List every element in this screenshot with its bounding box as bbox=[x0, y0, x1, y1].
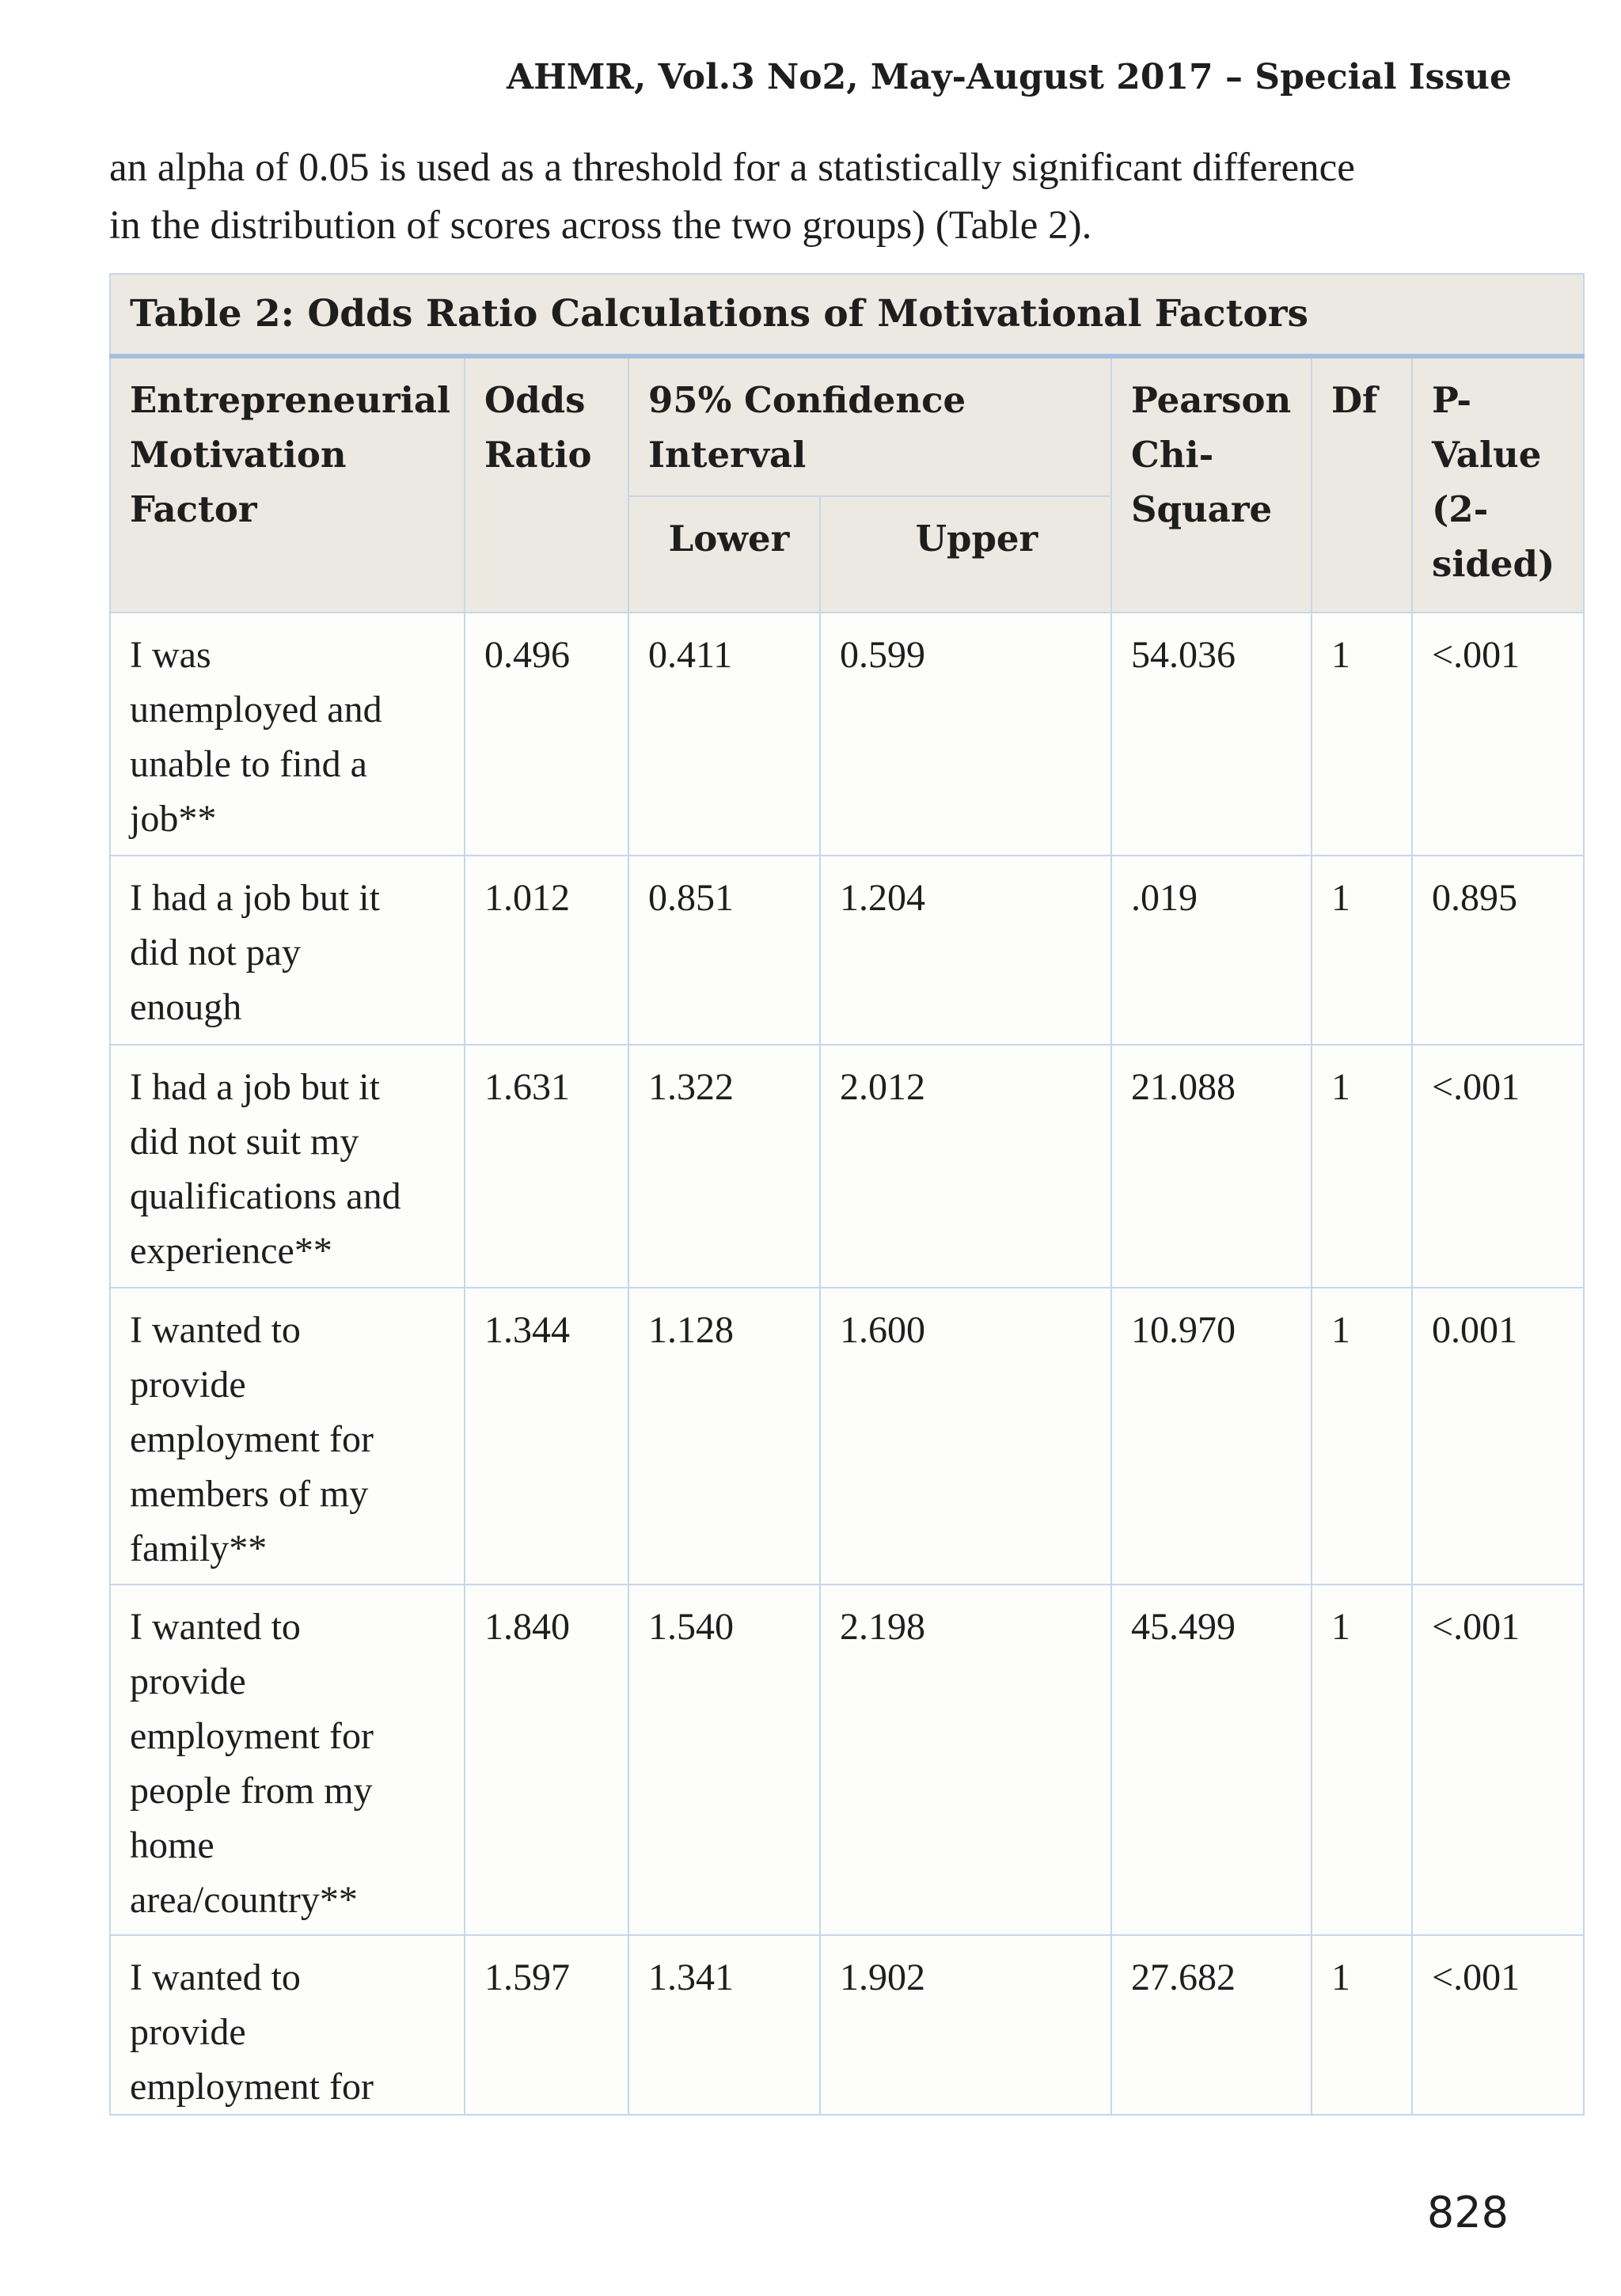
cell-lower: 1.540 bbox=[628, 1584, 820, 1935]
cell-factor bbox=[110, 1045, 465, 1288]
cell-odds-ratio: 1.012 bbox=[465, 856, 628, 1045]
cell-line: employment for bbox=[130, 1715, 374, 1757]
cell-lower: 1.341 bbox=[628, 1935, 820, 2115]
cell-line: provide bbox=[130, 1364, 246, 1406]
cell-line: Ratio bbox=[484, 434, 592, 476]
cell-factor bbox=[110, 1935, 465, 2115]
cell-line: P- bbox=[1432, 379, 1472, 421]
header-lower: Lower bbox=[628, 496, 820, 613]
cell-odds-ratio: 1.631 bbox=[465, 1045, 628, 1288]
cell-odds-ratio: 1.344 bbox=[465, 1288, 628, 1584]
cell-line: I wanted to bbox=[130, 1309, 301, 1351]
table-body bbox=[110, 613, 1584, 2115]
header-upper: Upper bbox=[820, 496, 1111, 613]
cell-p-value: 0.895 bbox=[1412, 856, 1584, 1045]
cell-odds-ratio: 0.496 bbox=[465, 613, 628, 856]
cell-line: area/country** bbox=[130, 1879, 358, 1921]
cell-chi-square: 27.682 bbox=[1111, 1935, 1312, 2115]
header-odds-ratio bbox=[465, 356, 628, 613]
table-row bbox=[110, 856, 1584, 1045]
cell-line: job** bbox=[130, 798, 217, 840]
running-header: AHMR, Vol.3 No2, May-August 2017 – Special Issue bbox=[507, 57, 1512, 97]
cell-line: qualifications and bbox=[130, 1175, 401, 1217]
cell-df: 1 bbox=[1312, 1935, 1412, 2115]
cell-line: provide bbox=[130, 1660, 246, 1702]
cell-p-value: <.001 bbox=[1412, 1045, 1584, 1288]
cell-df: 1 bbox=[1312, 856, 1412, 1045]
cell-line: unemployed and bbox=[130, 689, 382, 731]
table-caption: Table 2: Odds Ratio Calculations of Motivational Factors bbox=[110, 274, 1584, 356]
cell-chi-square: 54.036 bbox=[1111, 613, 1312, 856]
header-p-value bbox=[1412, 356, 1584, 613]
cell-factor bbox=[110, 856, 465, 1045]
cell-line: I had a job but it bbox=[130, 1066, 380, 1108]
cell-line: members of my bbox=[130, 1473, 369, 1515]
cell-line: I wanted to bbox=[130, 1956, 301, 1998]
cell-chi-square: .019 bbox=[1111, 856, 1312, 1045]
cell-line: unable to find a bbox=[130, 743, 367, 785]
cell-line: Pearson bbox=[1131, 379, 1292, 421]
cell-odds-ratio: 1.597 bbox=[465, 1935, 628, 2115]
cell-p-value: <.001 bbox=[1412, 1935, 1584, 2115]
cell-lower: 0.851 bbox=[628, 856, 820, 1045]
header-df: Df bbox=[1312, 356, 1412, 613]
cell-factor bbox=[110, 613, 465, 856]
cell-line: Value bbox=[1432, 434, 1542, 476]
header-pearson-chi-square bbox=[1111, 356, 1312, 613]
cell-line: Interval bbox=[648, 434, 807, 476]
table-row bbox=[110, 1045, 1584, 1288]
cell-line: Square bbox=[1131, 488, 1273, 530]
cell-line: provide bbox=[130, 2011, 246, 2053]
cell-line: family** bbox=[130, 1528, 268, 1569]
cell-line: Factor bbox=[130, 488, 257, 530]
cell-line: enough bbox=[130, 986, 242, 1028]
cell-lower: 1.322 bbox=[628, 1045, 820, 1288]
cell-line: did not suit my bbox=[130, 1121, 359, 1163]
cell-p-value: <.001 bbox=[1412, 613, 1584, 856]
table-row bbox=[110, 1288, 1584, 1584]
cell-upper: 2.012 bbox=[820, 1045, 1111, 1288]
cell-line: experience** bbox=[130, 1230, 332, 1272]
cell-p-value: <.001 bbox=[1412, 1584, 1584, 1935]
header-factor bbox=[110, 356, 465, 613]
cell-df: 1 bbox=[1312, 1045, 1412, 1288]
intro-line: in the distribution of scores across the two groups) (Table 2). bbox=[109, 203, 1092, 248]
odds-ratio-table bbox=[109, 273, 1585, 2116]
cell-upper: 0.599 bbox=[820, 613, 1111, 856]
cell-upper: 2.198 bbox=[820, 1584, 1111, 1935]
cell-lower: 1.128 bbox=[628, 1288, 820, 1584]
table-row bbox=[110, 1935, 1584, 2115]
cell-line: people from my bbox=[130, 1770, 373, 1812]
cell-line: Entrepreneurial bbox=[130, 379, 451, 421]
cell-upper: 1.204 bbox=[820, 856, 1111, 1045]
cell-line: Chi- bbox=[1131, 434, 1214, 476]
cell-line: sided) bbox=[1432, 543, 1555, 585]
cell-df: 1 bbox=[1312, 1288, 1412, 1584]
cell-line: I was bbox=[130, 634, 211, 676]
cell-line: Motivation bbox=[130, 434, 347, 476]
cell-factor bbox=[110, 1288, 465, 1584]
cell-line: employment for bbox=[130, 1418, 374, 1460]
cell-line: home bbox=[130, 1824, 214, 1866]
intro-paragraph bbox=[109, 139, 1558, 255]
cell-upper: 1.902 bbox=[820, 1935, 1111, 2115]
header-confidence-interval bbox=[628, 356, 1111, 496]
table-row bbox=[110, 613, 1584, 856]
intro-line: an alpha of 0.05 is used as a threshold for a statistically significant difference bbox=[109, 146, 1355, 190]
table-row bbox=[110, 1584, 1584, 1935]
cell-chi-square: 21.088 bbox=[1111, 1045, 1312, 1288]
cell-line: Odds bbox=[484, 379, 586, 421]
cell-df: 1 bbox=[1312, 1584, 1412, 1935]
cell-lower: 0.411 bbox=[628, 613, 820, 856]
cell-upper: 1.600 bbox=[820, 1288, 1111, 1584]
cell-line: did not pay bbox=[130, 932, 301, 973]
cell-chi-square: 10.970 bbox=[1111, 1288, 1312, 1584]
page-number: 828 bbox=[1426, 2188, 1509, 2237]
cell-df: 1 bbox=[1312, 613, 1412, 856]
cell-factor bbox=[110, 1584, 465, 1935]
cell-line: (2- bbox=[1432, 488, 1489, 530]
cell-odds-ratio: 1.840 bbox=[465, 1584, 628, 1935]
cell-line: employment for bbox=[130, 2066, 374, 2108]
cell-line: I wanted to bbox=[130, 1606, 301, 1648]
cell-line: I had a job but it bbox=[130, 877, 380, 919]
cell-p-value: 0.001 bbox=[1412, 1288, 1584, 1584]
cell-chi-square: 45.499 bbox=[1111, 1584, 1312, 1935]
cell-line: 95% Confidence bbox=[648, 379, 966, 421]
